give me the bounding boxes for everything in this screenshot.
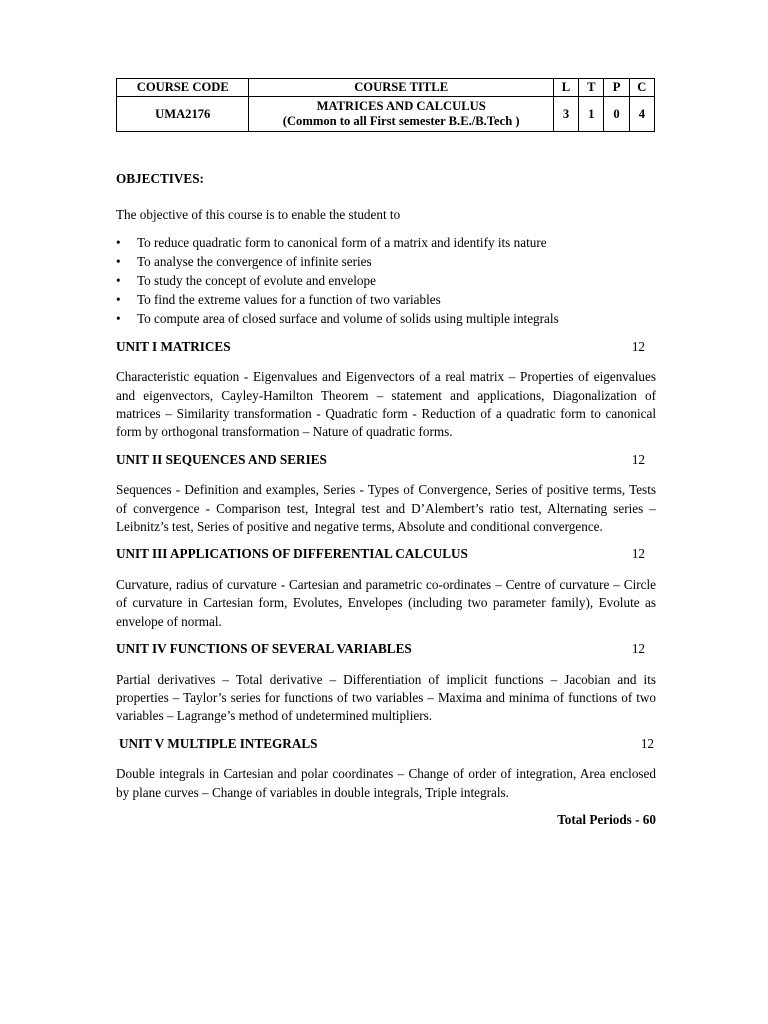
header-t: T (579, 79, 604, 97)
objectives-intro: The objective of this course is to enable the student to (116, 207, 401, 223)
list-item (116, 234, 656, 253)
credits: 4 (629, 97, 654, 132)
bullet-icon: • (116, 272, 121, 288)
unit-2-heading (116, 451, 656, 469)
unit-title: UNIT II SEQUENCES AND SERIES (116, 451, 327, 467)
course-title (249, 97, 553, 132)
bullet-icon: • (116, 310, 121, 326)
list-item (116, 310, 656, 329)
unit-5-heading (116, 735, 656, 753)
unit-title: UNIT V MULTIPLE INTEGRALS (119, 735, 318, 751)
unit-4-content: Partial derivatives – Total derivative – Differentiation of implicit functions – Jacobian and its properties – Taylor’s series for functions of two variables – Maxima and minima of functions of two variables – Lagrange’s method of undetermined multipliers. (116, 671, 656, 724)
course-table-data-row (117, 97, 655, 132)
practical-hours: 0 (604, 97, 629, 132)
unit-1-content: Characteristic equation - Eigenvalues and Eigenvectors of a real matrix – Properties of eigenvalues and eigenvectors, Cayley-Hamilton Theorem – statement and applications, Diagonalization of matrices – Similarity transformation - Quadratic form - Reduction of a quadratic form to canonical form by orthogonal transformation – Nature of quadratic forms. (116, 369, 656, 440)
unit-hours: 12 (631, 451, 645, 467)
course-info-table (116, 78, 655, 132)
unit-hours: 12 (640, 735, 654, 751)
unit-hours: 12 (631, 338, 645, 354)
unit-title: UNIT III APPLICATIONS OF DIFFERENTIAL CALCULUS (116, 546, 468, 562)
course-title-line2: (Common to all First semester B.E./B.Tech ) (282, 114, 520, 128)
list-item (116, 272, 656, 291)
objective-text: To find the extreme values for a function of two variables (137, 291, 441, 307)
objective-text: To reduce quadratic form to canonical form of a matrix and identify its nature (137, 234, 547, 250)
list-item (116, 253, 656, 272)
total-periods: Total Periods - 60 (557, 811, 656, 827)
unit-1-heading (116, 338, 656, 356)
unit-2-content: Sequences - Definition and examples, Series - Types of Convergence, Series of positive terms, Tests of convergence - Comparison test, Integral test and D’Alembert’s ratio test, Alternating series – Leibnitz’s test, Series of positive and negative terms, Absolute and conditional convergence. (116, 482, 656, 535)
bullet-icon: • (116, 291, 121, 307)
header-course-title: COURSE TITLE (249, 79, 553, 97)
objectives-list (116, 234, 656, 329)
course-code: UMA2176 (117, 97, 249, 132)
bullet-icon: • (116, 253, 121, 269)
header-p: P (604, 79, 629, 97)
header-c: C (629, 79, 654, 97)
unit-hours: 12 (631, 546, 645, 562)
unit-hours: 12 (631, 641, 645, 657)
objectives-heading: OBJECTIVES: (116, 171, 204, 186)
course-title-line1: MATRICES AND CALCULUS (316, 99, 486, 113)
unit-title: UNIT I MATRICES (116, 338, 231, 354)
unit-5-content: Double integrals in Cartesian and polar coordinates – Change of order of integration, Area enclosed by plane curves – Change of variables in double integrals, Triple integrals. (116, 766, 656, 800)
unit-4-heading (116, 640, 656, 658)
objective-text: To analyse the convergence of infinite series (137, 253, 372, 269)
header-l: L (553, 79, 578, 97)
course-table-header-row (117, 79, 655, 97)
objective-text: To compute area of closed surface and volume of solids using multiple integrals (137, 310, 559, 326)
syllabus-page (116, 78, 656, 829)
header-course-code: COURSE CODE (117, 79, 249, 97)
bullet-icon: • (116, 234, 121, 250)
objective-text: To study the concept of evolute and envelope (137, 272, 376, 288)
tutorial-hours: 1 (579, 97, 604, 132)
unit-3-content: Curvature, radius of curvature - Cartesian and parametric co-ordinates – Centre of curvature – Circle of curvature in Cartesian form, Evolutes, Envelopes (including two parameter family), Evolute as envelope of normal. (116, 576, 656, 629)
lecture-hours: 3 (553, 97, 578, 132)
unit-title: UNIT IV FUNCTIONS OF SEVERAL VARIABLES (116, 641, 412, 657)
unit-3-heading (116, 545, 656, 563)
list-item (116, 291, 656, 310)
